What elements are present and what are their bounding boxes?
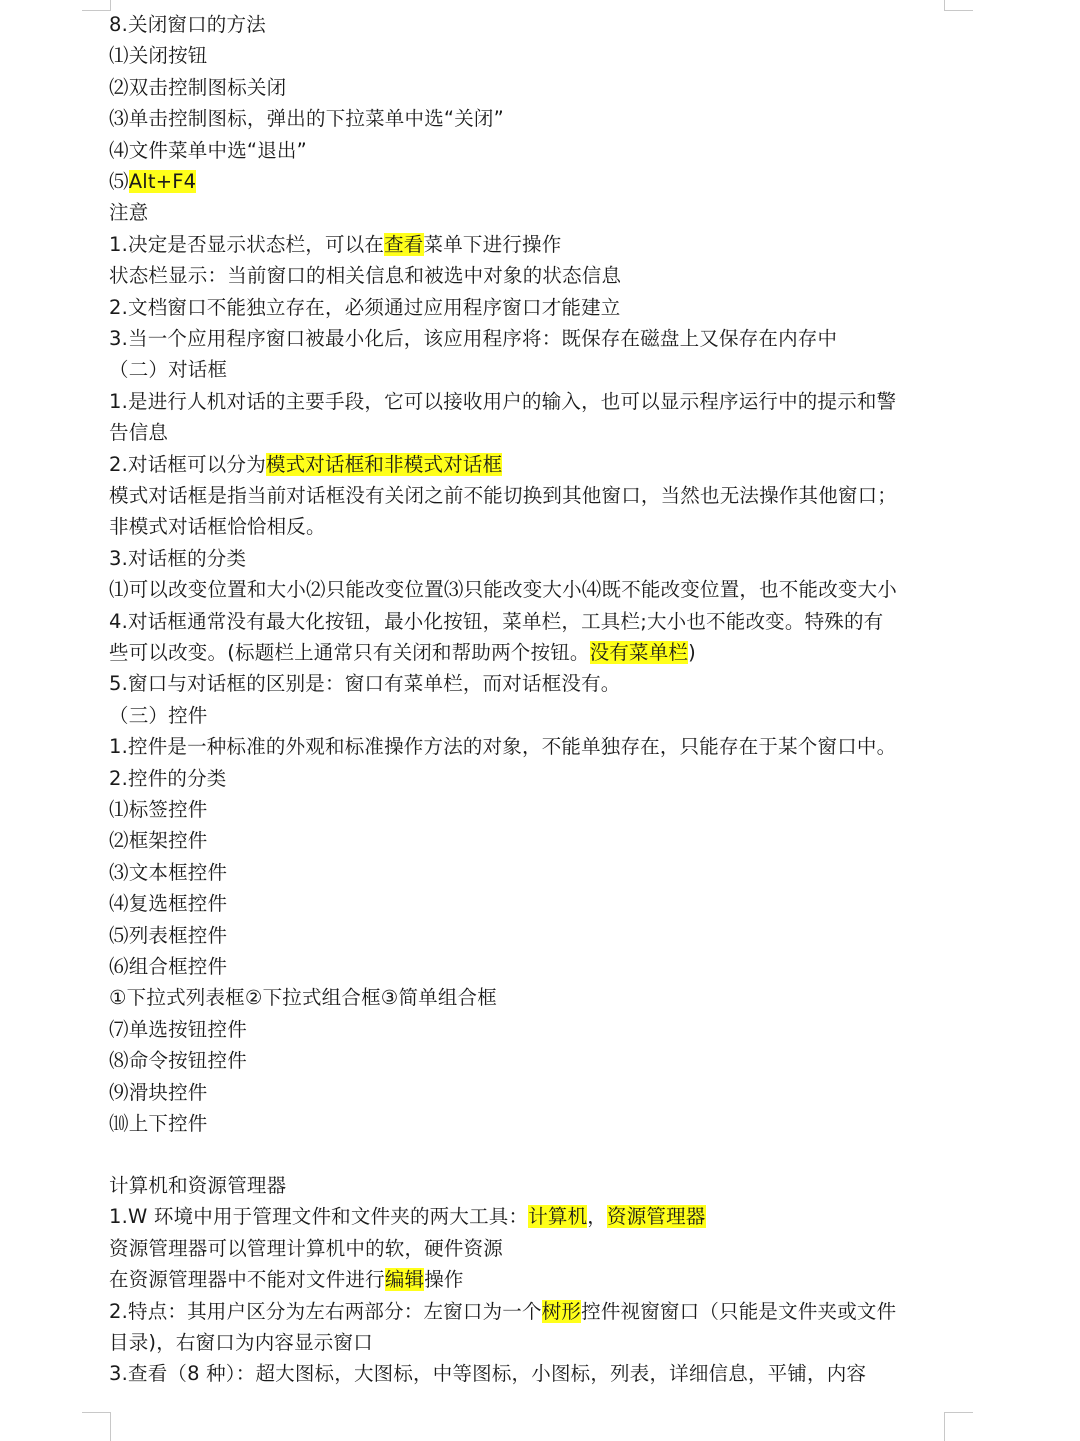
text-line <box>109 136 959 165</box>
text-line <box>109 1109 959 1138</box>
highlighted-text: 计算机 <box>528 1205 588 1229</box>
text-line <box>109 104 959 133</box>
text-segment: ⑴关闭按钮 <box>109 44 208 68</box>
text-segment: 状态栏显示：当前窗口的相关信息和被选中对象的状态信息 <box>109 264 622 288</box>
highlighted-text: 没有菜单栏 <box>589 641 689 664</box>
text-segment: ⑸ <box>109 170 129 193</box>
text-segment: 1.W 环境中用于管理文件和文件夹的两大工具： <box>109 1205 529 1229</box>
text-segment: 操作 <box>424 1268 464 1292</box>
text-segment: ⑽上下控件 <box>109 1112 208 1135</box>
text-segment: 8.关闭窗口的方法 <box>109 13 266 36</box>
text-segment: ⑶文本框控件 <box>109 860 228 884</box>
text-segment: ⑺单选按钮控件 <box>109 1017 247 1041</box>
text-segment: ⑶单击控制图标，弹出的下拉菜单中选“关闭” <box>109 107 504 131</box>
text-segment: 2.特点：其用户区分为左右两部分：左窗口为一个 <box>109 1299 542 1323</box>
text-line <box>109 544 959 573</box>
text-segment: （三）控件 <box>109 703 208 727</box>
text-segment: 些可以改变。(标题栏上通常只有关闭和帮助两个按钮。 <box>109 641 590 664</box>
text-line <box>109 418 959 447</box>
text-segment: 1.是进行人机对话的主要手段，它可以接收用户的输入，也可以显示程序运行中的提示和警 <box>109 389 897 413</box>
text-segment: ， <box>587 1205 607 1229</box>
text-line <box>109 41 959 70</box>
text-line <box>109 481 959 510</box>
text-segment: ⑵框架控件 <box>109 829 208 853</box>
text-line <box>109 638 959 667</box>
text-line <box>109 230 959 259</box>
highlighted-text: 资源管理器 <box>607 1205 706 1229</box>
text-line <box>109 921 959 950</box>
text-line <box>109 889 959 918</box>
text-segment: 资源管理器可以管理计算机中的软，硬件资源 <box>109 1236 504 1260</box>
text-line <box>109 607 959 636</box>
text-segment: 计算机和资源管理器 <box>109 1174 287 1197</box>
text-line <box>109 73 959 102</box>
highlighted-text: 查看 <box>384 232 424 256</box>
text-line <box>109 732 959 761</box>
text-line <box>109 1015 959 1044</box>
text-line <box>109 167 959 196</box>
text-segment: 5.窗口与对话框的区别是：窗口有菜单栏，而对话框没有。 <box>109 672 621 696</box>
text-line <box>109 983 959 1012</box>
text-segment: 1.控件是一种标准的外观和标准操作方法的对象，不能单独存在，只能存在于某个窗口中。 <box>109 735 897 759</box>
text-segment: 2.文档窗口不能独立存在，必须通过应用程序窗口才能建立 <box>109 295 621 319</box>
text-segment: 模式对话框是指当前对话框没有关闭之前不能切换到其他窗口，当然也无法操作其他窗口； <box>109 484 898 507</box>
text-line <box>109 1046 959 1075</box>
text-line <box>109 669 959 698</box>
text-segment: ①下拉式列表框②下拉式组合框③简单组合框 <box>109 986 497 1010</box>
text-line <box>109 764 959 793</box>
text-segment: 控件视窗窗口（只能是文件夹或文件 <box>581 1299 897 1323</box>
text-segment: 4.对话框通常没有最大化按钮，最小化按钮，菜单栏，工具栏;大小也不能改变。特殊的有 <box>109 609 884 633</box>
text-segment: 目录)，右窗口为内容显示窗口 <box>109 1331 373 1354</box>
text-segment: ) <box>688 641 696 664</box>
text-segment: ⑻命令按钮控件 <box>109 1049 247 1073</box>
text-line <box>109 1265 959 1294</box>
text-segment: 2.控件的分类 <box>109 766 227 790</box>
text-segment: ⑹组合框控件 <box>109 955 228 978</box>
text-line <box>109 261 959 290</box>
text-line <box>109 198 959 227</box>
text-segment: 2.对话框可以分为 <box>109 452 266 476</box>
highlighted-text: 树形 <box>541 1299 582 1323</box>
text-segment: 告信息 <box>109 421 169 445</box>
text-line <box>109 701 959 730</box>
text-line <box>109 1202 959 1231</box>
text-line <box>109 1297 959 1326</box>
text-segment: 3.当一个应用程序窗口被最小化后，该应用程序将：既保存在磁盘上又保存在内存中 <box>109 327 838 350</box>
text-line <box>109 952 959 981</box>
text-line <box>109 355 959 384</box>
text-segment: ⑼滑块控件 <box>109 1080 208 1104</box>
text-segment: ⑵双击控制图标关闭 <box>109 75 287 99</box>
text-segment: 3.对话框的分类 <box>109 546 247 570</box>
text-line <box>109 450 959 479</box>
text-segment: ⑷文件菜单中选“退出” <box>109 138 307 162</box>
text-segment: 在资源管理器中不能对文件进行 <box>109 1268 385 1292</box>
highlighted-text: 编辑 <box>384 1268 425 1292</box>
text-line <box>109 10 959 39</box>
text-line <box>109 826 959 855</box>
text-line <box>109 512 959 541</box>
text-line <box>109 1078 959 1107</box>
text-line <box>109 1359 959 1388</box>
highlighted-text: 模式对话框和非模式对话框 <box>265 452 503 476</box>
text-line <box>109 1234 959 1263</box>
text-segment: 1.决定是否显示状态栏，可以在 <box>109 232 385 256</box>
highlighted-text: Alt+F4 <box>128 170 197 193</box>
text-line <box>109 293 959 322</box>
text-segment: 菜单下进行操作 <box>423 232 562 256</box>
text-segment: ⑷复选框控件 <box>109 892 228 916</box>
text-segment: ⑴标签控件 <box>109 798 208 821</box>
text-line <box>109 795 959 824</box>
text-segment: ⑴可以改变位置和大小⑵只能改变位置⑶只能改变大小⑷既不能改变位置，也不能改变大小 <box>109 578 898 602</box>
text-segment: （二）对话框 <box>109 358 228 382</box>
text-line <box>109 1328 959 1357</box>
text-line <box>109 387 959 416</box>
text-line <box>109 1171 959 1200</box>
text-segment: 注意 <box>109 201 149 225</box>
text-segment: 3.查看（8 种）：超大图标，大图标，中等图标，小图标，列表，详细信息，平铺，内容 <box>109 1362 867 1386</box>
text-line <box>109 324 959 353</box>
text-line <box>109 575 959 604</box>
text-segment: 非模式对话框恰恰相反。 <box>109 515 326 539</box>
text-line <box>109 858 959 887</box>
text-segment: ⑸列表框控件 <box>109 923 228 947</box>
